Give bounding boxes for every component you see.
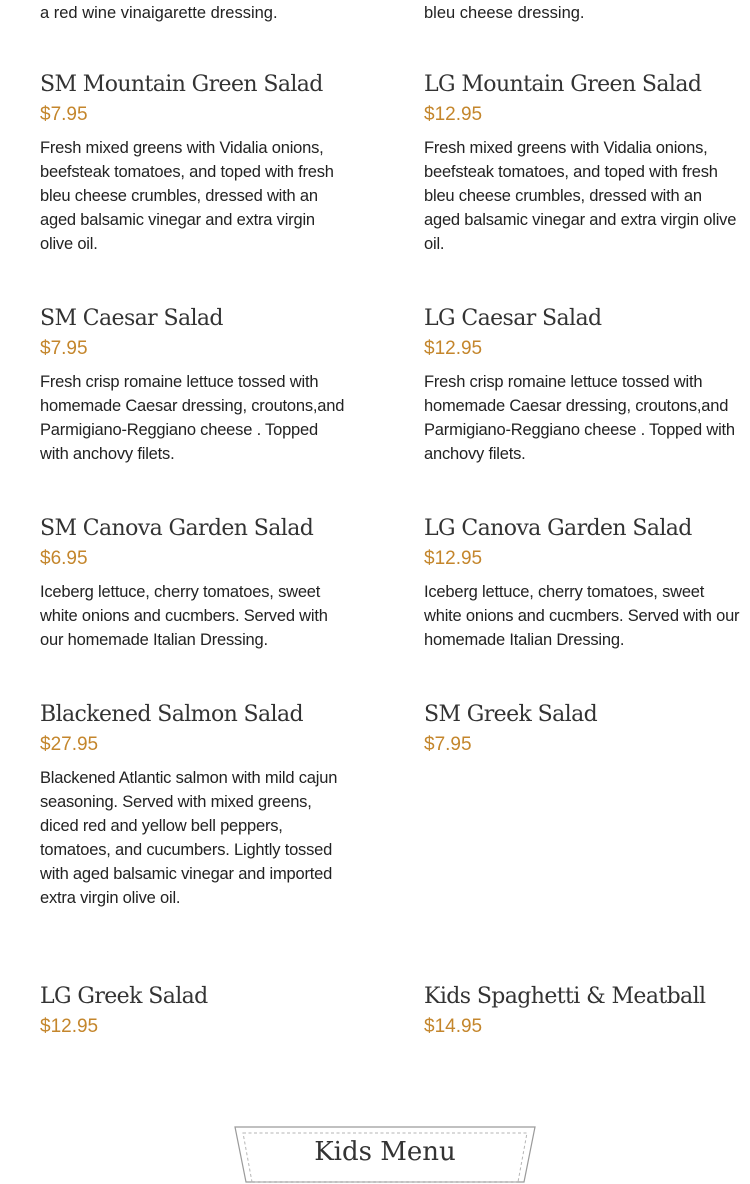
menu-item-sm-mountain-green-salad[interactable] <box>40 70 350 256</box>
item-name: SM Mountain Green Salad <box>40 72 323 97</box>
item-name: SM Caesar Salad <box>40 306 223 331</box>
item-price: $12.95 <box>424 548 483 569</box>
item-price: $12.95 <box>40 1016 99 1037</box>
item-name: LG Mountain Green Salad <box>424 72 702 97</box>
item-description-fragment-right: bleu cheese dressing. <box>424 4 585 22</box>
menu-item-sm-caesar-salad[interactable] <box>40 304 350 466</box>
menu-item-lg-caesar-salad[interactable] <box>424 304 740 466</box>
item-description: Iceberg lettuce, cherry tomatoes, sweet white onions and cucmbers. Served with our homemade Italian Dressing. <box>40 583 328 649</box>
menu-item-blackened-salmon-salad[interactable] <box>40 700 350 910</box>
item-name: LG Canova Garden Salad <box>424 516 692 541</box>
menu-item-lg-greek-salad[interactable] <box>40 982 350 1042</box>
menu-item-sm-greek-salad[interactable] <box>424 700 740 760</box>
item-price: $7.95 <box>40 338 88 359</box>
item-price: $14.95 <box>424 1016 483 1037</box>
item-price: $12.95 <box>424 338 483 359</box>
item-price: $6.95 <box>40 548 88 569</box>
menu-item-lg-mountain-green-salad[interactable] <box>424 70 740 256</box>
item-price: $7.95 <box>40 104 88 125</box>
item-description: Fresh crisp romaine lettuce tossed with homemade Caesar dressing, croutons,and Parmigiano-Reggiano cheese . Topped with anchovy filets. <box>424 373 735 463</box>
menu-item-lg-canova-garden-salad[interactable] <box>424 514 740 652</box>
item-description: Fresh mixed greens with Vidalia onions, beefsteak tomatoes, and toped with fresh bleu cheese crumbles, dressed with an aged balsamic vinegar and extra virgin olive oil. <box>424 139 737 253</box>
menu-item-kids-spaghetti-meatball[interactable] <box>424 982 740 1042</box>
item-name: LG Greek Salad <box>40 984 208 1009</box>
item-description: Fresh crisp romaine lettuce tossed with homemade Caesar dressing, croutons,and Parmigiano-Reggiano cheese . Topped with anchovy filets. <box>40 373 345 463</box>
item-name: Blackened Salmon Salad <box>40 702 303 727</box>
item-description: Blackened Atlantic salmon with mild cajun seasoning. Served with mixed greens, diced red and yellow bell peppers, tomatoes, and cucumbers. Lightly tossed with aged balsamic vinegar and imported extra virgin olive oil. <box>40 769 338 907</box>
item-price: $12.95 <box>424 104 483 125</box>
item-name: Kids Spaghetti & Meatball <box>424 984 706 1009</box>
item-description-fragment-left: a red wine vinaigarette dressing. <box>40 4 278 22</box>
menu-item-sm-canova-garden-salad[interactable] <box>40 514 350 652</box>
item-name: LG Caesar Salad <box>424 306 602 331</box>
section-title: Kids Menu <box>314 1137 456 1167</box>
item-description: Fresh mixed greens with Vidalia onions, beefsteak tomatoes, and toped with fresh bleu cheese crumbles, dressed with an aged balsamic vinegar and extra virgin olive oil. <box>40 139 334 253</box>
item-price: $27.95 <box>40 734 99 755</box>
item-name: SM Greek Salad <box>424 702 598 727</box>
item-price: $7.95 <box>424 734 472 755</box>
item-description: Iceberg lettuce, cherry tomatoes, sweet white onions and cucmbers. Served with our homemade Italian Dressing. <box>424 583 740 649</box>
section-banner-kids-menu <box>234 1124 536 1184</box>
item-name: SM Canova Garden Salad <box>40 516 314 541</box>
